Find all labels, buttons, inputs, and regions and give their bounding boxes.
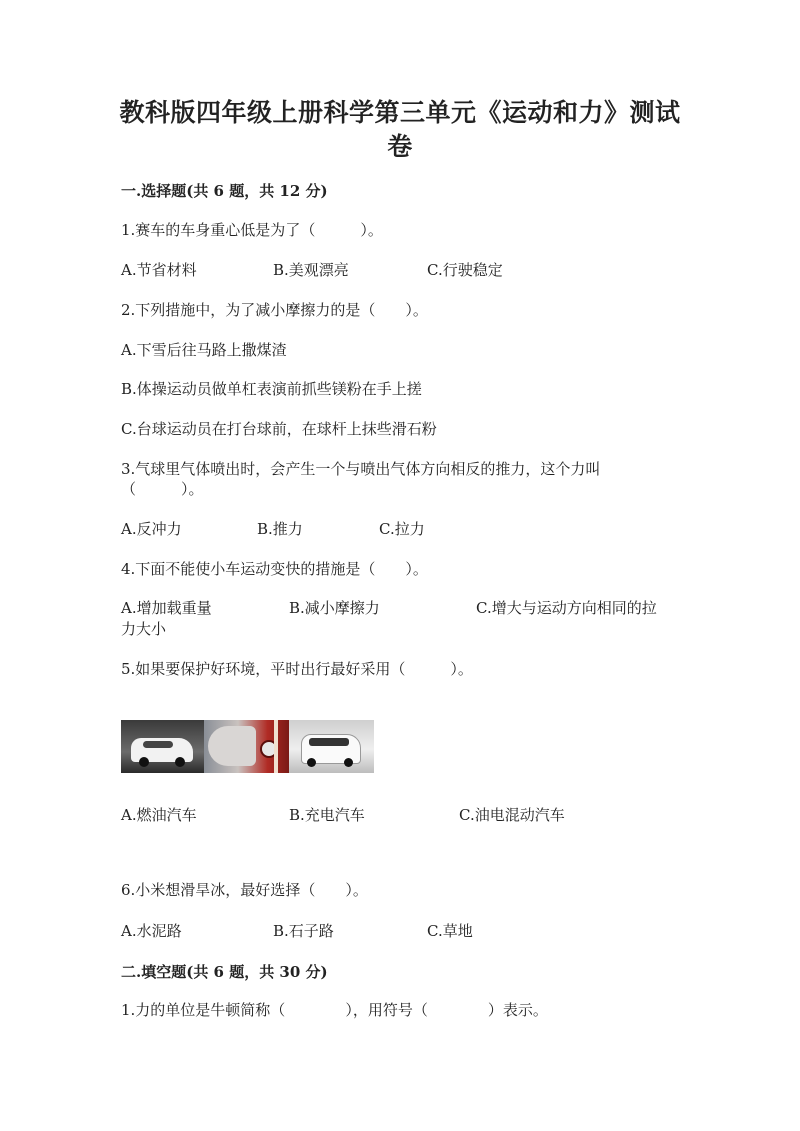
exam-title-line-1: 教科版四年级上册科学第三单元《运动和力》测试: [119, 98, 681, 127]
charging-car-photo: [204, 720, 289, 773]
q2-option-c: C.台球运动员在打台球前，在球杆上抹些滑石粉: [121, 420, 437, 438]
q4-option-c: C.增大与运动方向相同的拉: [476, 599, 657, 617]
question-1: 1.赛车的车身重心低是为了（ ）。: [121, 221, 383, 239]
exam-title: [110, 96, 690, 164]
q3-option-c: C.拉力: [379, 520, 425, 538]
q3-option-b: B.推力: [257, 520, 303, 538]
q2-option-a: A.下雪后往马路上撒煤渣: [121, 341, 287, 359]
q4-option-c-continued: 力大小: [121, 620, 167, 638]
q1-option-c: C.行驶稳定: [427, 261, 503, 279]
q6-option-a: A.水泥路: [121, 922, 182, 940]
hybrid-car-photo: [289, 720, 374, 773]
fill-question-1: 1.力的单位是牛顿简称（ ），用符号（ ）表示。: [121, 1001, 548, 1019]
q5-option-b: B.充电汽车: [289, 806, 365, 824]
q4-option-a: A.增加载重量: [121, 599, 212, 617]
exam-title-line-2: 卷: [387, 132, 413, 161]
q3-option-a: A.反冲力: [121, 520, 182, 538]
q4-option-b: B.减小摩擦力: [289, 599, 380, 617]
q2-option-b: B.体操运动员做单杠表演前抓些镁粉在手上搓: [121, 380, 422, 398]
question-3-line-1: 3.气球里气体喷出时，会产生一个与喷出气体方向相反的推力，这个力叫: [121, 460, 601, 478]
q6-option-b: B.石子路: [273, 922, 334, 940]
q1-option-b: B.美观漂亮: [273, 261, 349, 279]
section-heading-choice: 一.选择题(共 6 题，共 12 分): [121, 182, 328, 200]
question-3-line-2: （ ）。: [121, 480, 204, 498]
section-heading-fill: 二.填空题(共 6 题，共 30 分): [121, 963, 328, 981]
question-4: 4.下面不能使小车运动变快的措施是（ ）。: [121, 560, 428, 578]
question-5: 5.如果要保护好环境，平时出行最好采用（ ）。: [121, 660, 473, 678]
q5-option-a: A.燃油汽车: [121, 806, 197, 824]
q5-option-c: C.油电混动汽车: [459, 806, 565, 824]
q1-option-a: A.节省材料: [121, 261, 197, 279]
fuel-car-photo: [121, 720, 204, 773]
question-2: 2.下列措施中，为了减小摩擦力的是（ ）。: [121, 301, 428, 319]
q6-option-c: C.草地: [427, 922, 473, 940]
question-6: 6.小米想滑旱冰，最好选择（ ）。: [121, 881, 368, 899]
car-photos: [121, 720, 374, 773]
